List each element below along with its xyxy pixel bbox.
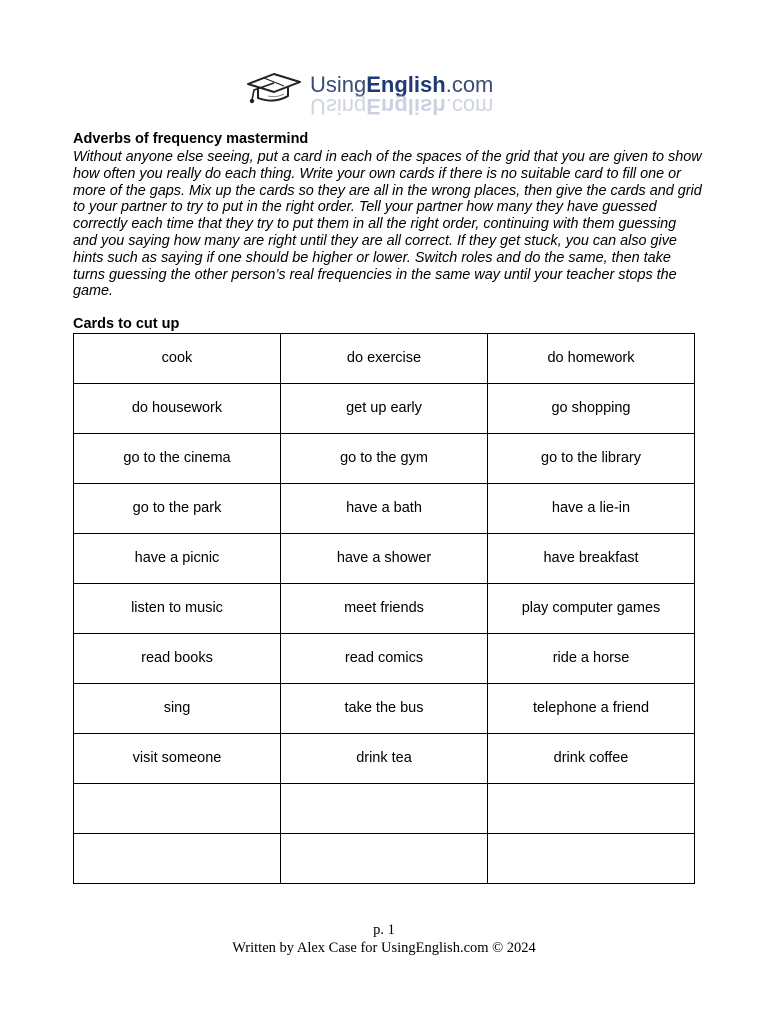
table-row [74, 484, 695, 534]
table-row [74, 434, 695, 484]
card-cell: go to the park [74, 484, 281, 534]
card-cell: get up early [281, 384, 488, 434]
card-cell: go to the cinema [74, 434, 281, 484]
page-footer [0, 921, 768, 957]
page-number: p. 1 [373, 922, 395, 938]
card-cell: have breakfast [488, 534, 695, 584]
card-cell: sing [74, 684, 281, 734]
instructions-paragraph: Without anyone else seeing, put a card in each of the spaces of the grid that you are given to show how often you really do each thing. Write your own cards if there is no suitable card to fill one or more of the gaps. Mix up the cards so they are all in the wrong places, then give the cards and grid to your partner to try to put in the right order. Tell your partner how many they have guessed correctly each time that they try to put them in all the right order, continuing with them guessing and you saying how many are right until they are all correct. If they get stuck, you can also give hints such as saying if one should be higher or lower. Switch roles and do the same, then take turns guessing the other person’s real frequencies in the same way until your teacher stops the game. [73, 149, 702, 300]
card-cell: ride a horse [488, 634, 695, 684]
table-row [74, 334, 695, 384]
card-cell: have a shower [281, 534, 488, 584]
card-cell: drink coffee [488, 734, 695, 784]
card-cell: do exercise [281, 334, 488, 384]
table-row [74, 734, 695, 784]
card-cell: visit someone [74, 734, 281, 784]
site-logo [244, 68, 534, 119]
logo-text-using: Using [310, 72, 367, 97]
logo-reflection: UsingEnglish.com [310, 94, 494, 119]
table-row [74, 684, 695, 734]
card-cell: drink tea [281, 734, 488, 784]
credit-line: Written by Alex Case for UsingEnglish.com © 2024 [232, 940, 536, 956]
empty-card-cell [74, 784, 281, 834]
card-cell: do housework [74, 384, 281, 434]
empty-card-cell [488, 834, 695, 884]
empty-card-cell [281, 834, 488, 884]
logo-text-english: English [366, 72, 446, 97]
table-row [74, 584, 695, 634]
card-cell: have a picnic [74, 534, 281, 584]
card-cell: go shopping [488, 384, 695, 434]
card-cell: telephone a friend [488, 684, 695, 734]
table-row [74, 784, 695, 834]
card-cell: do homework [488, 334, 695, 384]
card-cell: meet friends [281, 584, 488, 634]
worksheet-title: Adverbs of frequency mastermind [73, 131, 309, 147]
card-cell: take the bus [281, 684, 488, 734]
table-row [74, 384, 695, 434]
card-cell: listen to music [74, 584, 281, 634]
card-cell: have a lie-in [488, 484, 695, 534]
empty-card-cell [488, 784, 695, 834]
graduation-cap-icon [244, 70, 304, 106]
empty-card-cell [281, 784, 488, 834]
card-cell: cook [74, 334, 281, 384]
card-cell: play computer games [488, 584, 695, 634]
cards-heading: Cards to cut up [73, 316, 180, 332]
table-row [74, 534, 695, 584]
table-row [74, 834, 695, 884]
logo-text-com: .com [445, 72, 494, 97]
card-cell: go to the gym [281, 434, 488, 484]
card-cell: read comics [281, 634, 488, 684]
card-cell: have a bath [281, 484, 488, 534]
card-cell: read books [74, 634, 281, 684]
empty-card-cell [74, 834, 281, 884]
table-row [74, 634, 695, 684]
card-cell: go to the library [488, 434, 695, 484]
cards-table [73, 333, 695, 884]
